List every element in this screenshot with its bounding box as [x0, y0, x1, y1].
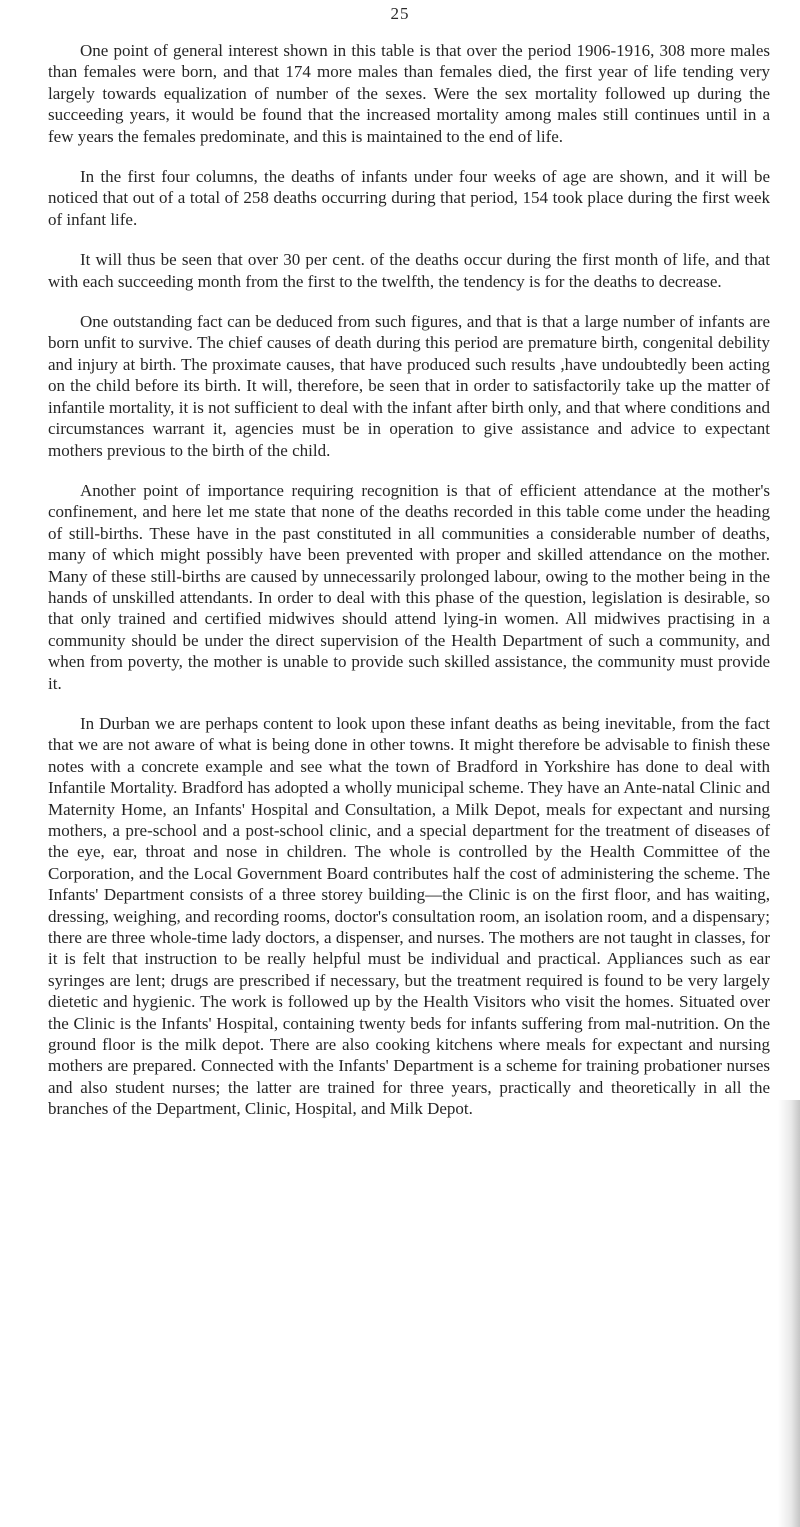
paragraph-durban-bradford: In Durban we are perhaps content to look upon these infant deaths as being inevitable, from the fact that we are not aware of what is being done in other towns. It might therefore be advisable to finish these notes with a concrete example and see what the town of Bradford in Yorkshire has done to deal with Infantile Mortality. Bradford has adopted a wholly municipal scheme. They have an Ante-natal Clinic and Maternity Home, an Infants' Hospital and Consultation, a Milk Depot, meals for expectant and nursing mothers, a pre-school and a post-school clinic, and a special department for the treatment of diseases of the eye, ear, throat and nose in children. The whole is controlled by the Health Committee of the Corporation, and the Local Government Board contributes half the cost of administering the scheme. The Infants' Department consists of a three storey building—the Clinic is on the first floor, and has waiting, dressing, weighing, and recording rooms, doctor's consultation room, an isolation room, and a dispensary; there are three whole-time lady doctors, a dispenser, and nurses. The mothers are not taught in classes, for it is felt that instruction to be really helpful must be individual and practical. Appliances such as ear syringes are lent; drugs are prescribed if necessary, but the treatment required is found to be very largely dietetic and hygienic. The work is followed up by the Health Visitors who visit the homes. Situated over the Clinic is the Infants' Hospital, containing twenty beds for infants suffering from mal-nutrition. On the ground floor is the milk depot. There are also cooking kitchens where meals for expectant and nursing mothers are prepared. Connected with the Infants' Department is a scheme for training probationer nurses and also student nurses; the latter are trained for three years, practically and theoretically in all the branches of the Department, Clinic, Hospital, and Milk Depot. — [48, 713, 770, 1119]
paragraph-first-four-columns: In the first four columns, the deaths of infants under four weeks of age are shown, and it will be noticed that out of a total of 258 deaths occurring during that period, 154 took place during the first week of infant life. — [48, 167, 770, 229]
paragraph-sex-ratio: One point of general interest shown in this table is that over the period 1906-1916, 308 more males than females were born, and that 174 more males than females died, the first year of life tending very largely towards equalization of number of the sexes. Were the sex mortality followed up during the succeeding years, it would be found that the increased mortality among males still continues until in a few years the females predominate, and this is maintained to the end of life. — [48, 41, 770, 146]
paragraph-unfit-infants: One outstanding fact can be deduced from such figures, and that is that a large number of infants are born unfit to survive. The chief causes of death during this period are premature birth, congenital debility and injury at birth. The proximate causes, that have produced such results ,have undoubtedly been acting on the child before its birth. It will, therefore, be seen that in order to satisfactorily take up the matter of infantile mortality, it is not sufficient to deal with the infant after birth only, and that where conditions and circumstances warrant it, agencies must be in operation to give assistance and advice to expectant mothers previous to the birth of the child. — [48, 312, 770, 460]
body-text — [48, 40, 770, 1139]
page-edge-shadow — [778, 1100, 800, 1527]
page-number: 25 — [390, 4, 410, 23]
paragraph-efficient-attendance: Another point of importance requiring recognition is that of efficient attendance at the mother's confinement, and here let me state that none of the deaths recorded in this table come under the heading of still-births. These have in the past constituted in all communities a considerable number of deaths, many of which might possibly have been prevented with proper and skilled attendance on the mother. Many of these still-births are caused by unnecessarily prolonged labour, owing to the mother being in the hands of unskilled attendants. In order to deal with this phase of the question, legislation is desirable, so that only trained and certified midwives should attend lying-in women. All midwives practising in a community should be under the direct supervision of the Health Department of such a community, and when from poverty, the mother is unable to provide such skilled assistance, the community must provide it. — [48, 480, 770, 693]
paragraph-first-month: It will thus be seen that over 30 per cent. of the deaths occur during the first month of life, and that with each succeeding month from the first to the twelfth, the tendency is for the deaths to decrease. — [48, 250, 770, 291]
